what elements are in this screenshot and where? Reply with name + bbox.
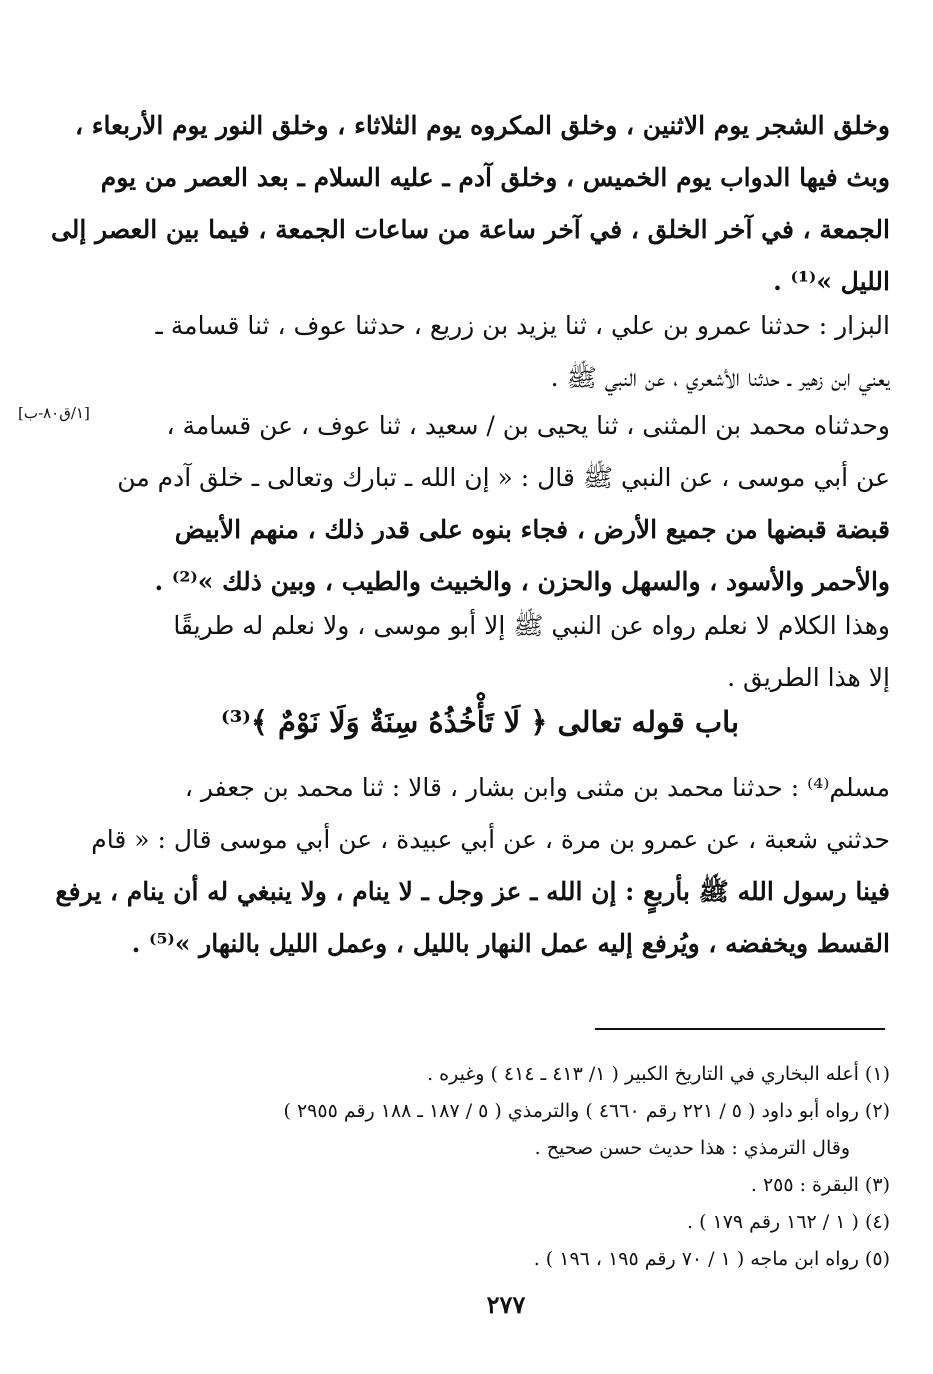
footnote: (٢) رواه أبو داود ( ٥ / ٢٢١ رقم ٤٦٦٠ ) والترمذي ( ٥ / ١٨٧ ـ ١٨٨ رقم ٢٩٥٥ ) — [283, 1100, 890, 1122]
footnote-divider — [595, 1028, 885, 1030]
paragraph-creation-days — [50, 100, 890, 308]
footnotes — [150, 1056, 890, 1278]
footnote: (١) أعله البخاري في التاريخ الكبير ( ١/ ٤١٣ ـ ٤١٤ ) وغيره . — [427, 1063, 890, 1085]
paragraph-bazzar-chain — [155, 300, 890, 404]
manuscript-margin-note: [١/ق٨٠-ب] — [18, 404, 90, 422]
text-line: وهذا الكلام لا نعلم رواه عن النبي ﷺ إلا أبو موسى ، ولا نعلم له طريقًا — [173, 611, 890, 640]
text-line: وبث فيها الدواب يوم الخميس ، وخلق آدم ـ عليه السلام ـ بعد العصر من يوم — [100, 163, 890, 192]
text-line: فينا رسول الله ﷺ بأربعٍ : إن الله ـ عز وجل ـ لا ينام ، ولا ينبغي له أن ينام ، يرفع — [55, 877, 890, 906]
text-line: يعني ابن زهير ـ حدثنا الأشعري ، عن النبي ﷺ . — [550, 363, 890, 392]
page-number: ٢٧٧ — [486, 1290, 526, 1319]
text-line: البزار : حدثنا عمرو بن علي ، ثنا يزيد بن زريع ، حدثنا عوف ، ثنا قسامة ـ — [155, 311, 890, 340]
footnote: (٣) البقرة : ٢٥٥ . — [750, 1174, 890, 1196]
paragraph-comment — [160, 600, 890, 704]
text-line: وحدثناه محمد بن المثنى ، ثنا يحيى بن / سعيد ، ثنا عوف ، عن قسامة ، — [166, 411, 890, 440]
text-line: الليل »⁽¹⁾ . — [773, 267, 890, 296]
text-line: إلا هذا الطريق . — [727, 663, 890, 692]
footnote: وقال الترمذي : هذا حديث حسن صحيح . — [534, 1137, 850, 1159]
paragraph-muslim-hadith — [55, 762, 890, 970]
paragraph-hadith-adam — [117, 400, 890, 608]
text-line: عن أبي موسى ، عن النبي ﷺ قال : « إن الله ـ تبارك وتعالى ـ خلق آدم من — [117, 463, 890, 492]
text-line: مسلم⁽⁴⁾ : حدثنا محمد بن مثنى وابن بشار ، قالا : ثنا محمد بن جعفر ، — [184, 773, 890, 802]
chapter-heading: باب قوله تعالى ﴿ لَا تَأْخُذُهُ سِنَةٌ وَلَا نَوْمٌ ﴾⁽³⁾ — [220, 705, 740, 739]
text-line: وخلق الشجر يوم الاثنين ، وخلق المكروه يوم الثلاثاء ، وخلق النور يوم الأربعاء ، — [74, 111, 890, 140]
footnote: (٤) ( ١ / ١٦٢ رقم ١٧٩ ) . — [686, 1211, 890, 1233]
text-line: حدثني شعبة ، عن عمرو بن مرة ، عن أبي عبيدة ، عن أبي موسى قال : « قام — [91, 825, 890, 854]
text-line: والأحمر والأسود ، والسهل والحزن ، والخبيث والطيب ، وبين ذلك »⁽²⁾ . — [154, 567, 890, 596]
footnote: (٥) رواه ابن ماجه ( ١ / ٧٠ رقم ١٩٥ ، ١٩٦ ) . — [533, 1248, 890, 1270]
text-line: الجمعة ، في آخر الخلق ، في آخر ساعة من ساعات الجمعة ، فيما بين العصر إلى — [50, 215, 890, 244]
text-line: القسط ويخفضه ، ويُرفع إليه عمل النهار بالليل ، وعمل الليل بالنهار »⁽⁵⁾ . — [131, 929, 890, 958]
text-line: قبضة قبضها من جميع الأرض ، فجاء بنوه على قدر ذلك ، منهم الأبيض — [174, 515, 890, 544]
